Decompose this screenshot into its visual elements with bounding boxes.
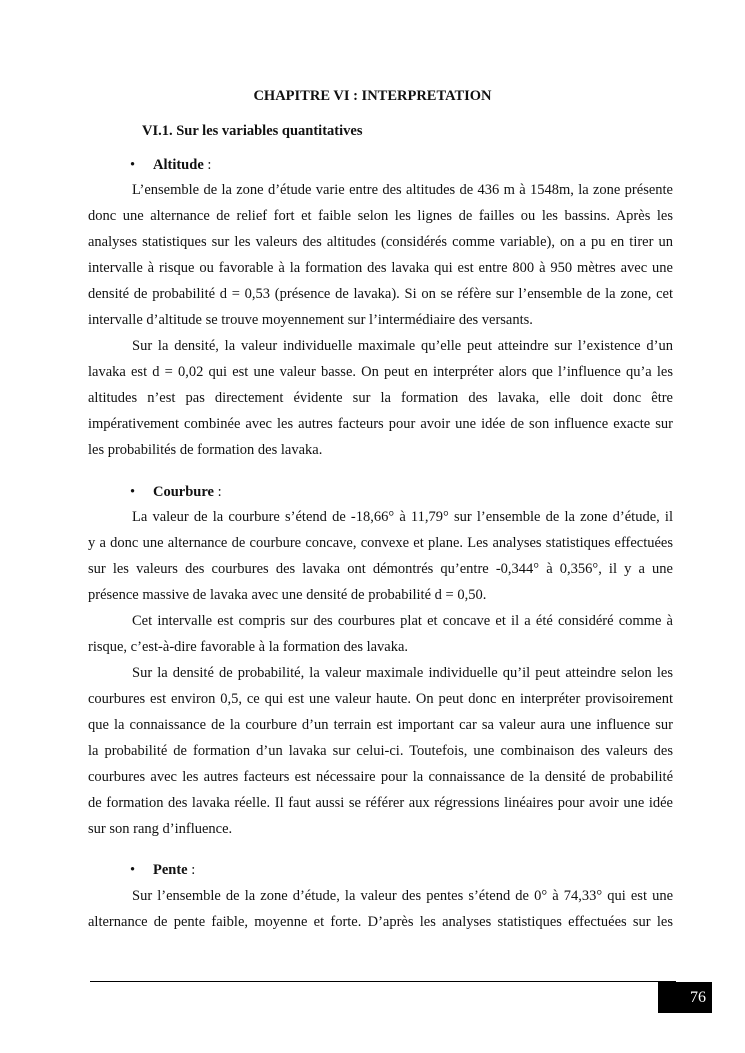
text-line: sur les valeurs des courbures des lavaka ont démontrés qu’entre -0,344° à 0,356°, il y a une xyxy=(88,561,673,577)
text-line: présence massive de lavaka avec une densité de probabilité d = 0,50. xyxy=(88,587,487,603)
text-line: courbures est environ 0,5, ce qui est une valeur haute. On peut donc en interpréter provisoirement xyxy=(88,691,673,707)
chapter-title: CHAPITRE VI : INTERPRETATION xyxy=(253,88,492,104)
text-line: risque, c’est-à-dire favorable à la formation des lavaka. xyxy=(88,639,409,655)
paragraph xyxy=(88,177,673,333)
text-line: alternance de pente faible, moyenne et forte. D’après les analyses statistiques effectuées sur les xyxy=(88,914,673,930)
bullet-label: Courbure xyxy=(153,484,214,500)
bullet-suffix: : xyxy=(213,484,222,500)
text-line: sur son rang d’influence. xyxy=(88,821,233,837)
bullet-heading xyxy=(130,152,211,178)
bullet-label: Altitude xyxy=(153,157,204,173)
bullet-heading xyxy=(130,857,195,883)
bullet-icon: • xyxy=(130,484,136,500)
text-line: Sur l’ensemble de la zone d’étude, la valeur des pentes s’étend de 0° à 74,33° qui est une xyxy=(132,888,673,904)
text-line: analyses statistiques sur les valeurs des altitudes (considérés comme variable), on a pu en tirer un xyxy=(88,234,673,250)
paragraph xyxy=(88,660,673,842)
text-line: la probabilité de formation d’un lavaka sur celui-ci. Toutefois, une combinaison des valeurs des xyxy=(88,743,673,759)
text-line: que la connaissance de la courbure d’un terrain est important car sa valeur aura une influence sur xyxy=(88,717,673,733)
text-line: densité de probabilité d = 0,53 (présence de lavaka). Si on se réfère sur l’ensemble de la zone, cet xyxy=(88,286,673,302)
bullet-icon: • xyxy=(130,862,136,878)
text-line: y a donc une alternance de courbure concave, convexe et plane. Les analyses statistiques effectuées xyxy=(88,535,673,551)
bullet-suffix: : xyxy=(187,862,196,878)
text-line: La valeur de la courbure s’étend de -18,66° à 11,79° sur l’ensemble de la zone d’étude, il xyxy=(132,509,673,525)
text-line: donc une alternance de relief fort et faible selon les lignes de failles ou les bassins. Après les xyxy=(88,208,673,224)
text-line: Sur la densité, la valeur individuelle maximale qu’elle peut atteindre sur l’existence d’un xyxy=(132,338,673,354)
footer-rule xyxy=(90,981,676,982)
bullet-label: Pente xyxy=(153,862,188,878)
bullet-icon: • xyxy=(130,157,136,173)
paragraph xyxy=(88,608,673,660)
bullet-heading xyxy=(130,479,222,505)
text-line: lavaka est d = 0,02 qui est une valeur basse. On peut en interpréter alors que l’influence qu’a les xyxy=(88,364,673,380)
text-line: L’ensemble de la zone d’étude varie entre des altitudes de 436 m à 1548m, la zone présente xyxy=(132,182,673,198)
text-line: impérativement combinée avec les autres facteurs pour avoir une idée de son influence exacte sur xyxy=(88,416,673,432)
paragraph xyxy=(88,333,673,463)
text-line: de formation des lavaka réelle. Il faut aussi se référer aux régressions linéaires pour avoir une idée xyxy=(88,795,673,811)
text-line: courbures avec les autres facteurs est nécessaire pour la connaissance de la densité de probabilité xyxy=(88,769,673,785)
page-number: 76 xyxy=(658,982,712,1013)
text-line: intervalle à risque ou favorable à la formation des lavaka qui est entre 800 à 950 mètres avec une xyxy=(88,260,673,276)
text-line: Cet intervalle est compris sur des courbures plat et concave et il a été considéré comme à xyxy=(132,613,673,629)
text-line: les probabilités de formation des lavaka. xyxy=(88,442,323,458)
section-title: VI.1. Sur les variables quantitatives xyxy=(142,123,363,139)
paragraph xyxy=(88,883,673,935)
bullet-suffix: : xyxy=(203,157,212,173)
text-line: altitudes n’est pas directement évidente sur la formation des lavaka, elle doit donc être xyxy=(88,390,673,406)
paragraph xyxy=(88,504,673,608)
text-line: intervalle d’altitude se trouve moyennement sur l’intermédiaire des versants. xyxy=(88,312,533,328)
text-line: Sur la densité de probabilité, la valeur maximale individuelle qu’il peut atteindre selon les xyxy=(132,665,673,681)
